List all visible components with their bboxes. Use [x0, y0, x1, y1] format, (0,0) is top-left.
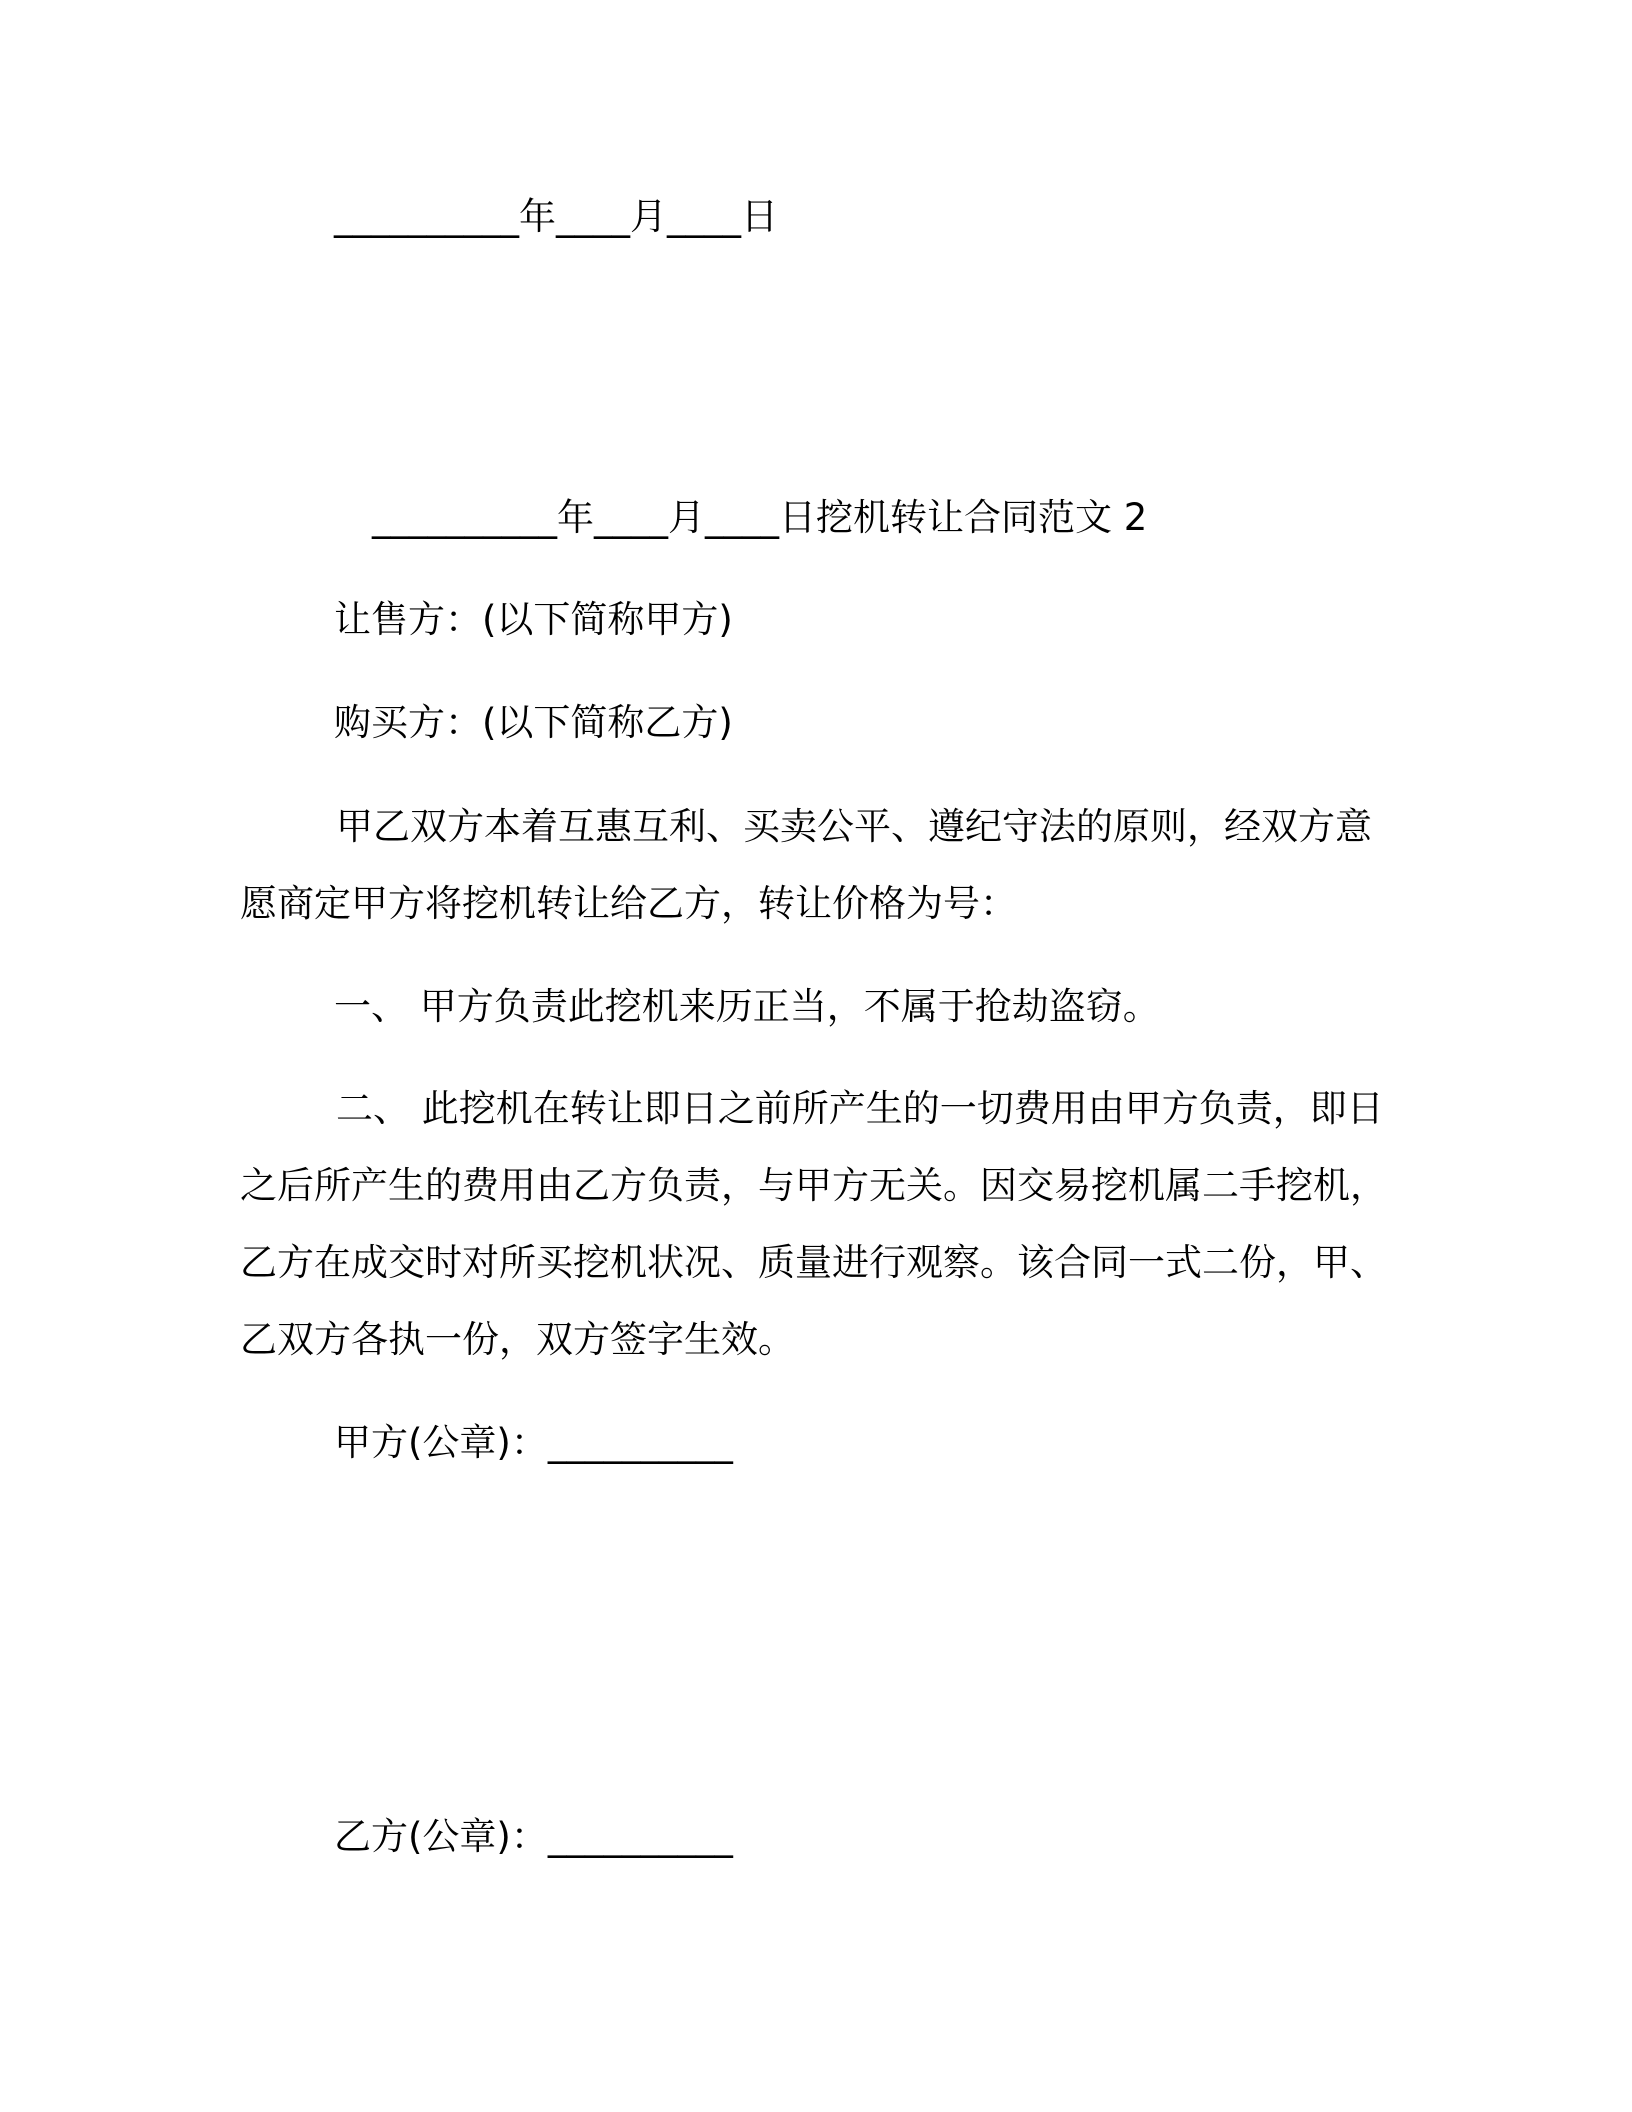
date-line: __________年____月____日: [334, 195, 778, 238]
party-b-seal: 乙方(公章)：__________: [334, 1815, 733, 1858]
intro-line: 甲乙双方本着互惠互利、买卖公平、遵纪守法的原则，经双方意: [336, 805, 1372, 848]
document-title: __________年____月____日挖机转让合同范文 2: [372, 496, 1148, 539]
seller-line: 让售方：(以下简称甲方): [334, 598, 733, 641]
intro-line: 愿商定甲方将挖机转让给乙方，转让价格为号：: [240, 882, 1017, 925]
clause-two-paragraph: [240, 1070, 1387, 1378]
clause-two-line: 乙双方各执一份，双方签字生效。: [240, 1318, 795, 1361]
clause-two-line: 二、 此挖机在转让即日之前所产生的一切费用由甲方负责，即日: [336, 1087, 1384, 1130]
buyer-line: 购买方：(以下简称乙方): [334, 701, 733, 744]
clause-two-line: 乙方在成交时对所买挖机状况、质量进行观察。该合同一式二份，甲、: [240, 1241, 1387, 1284]
intro-paragraph: [240, 788, 1380, 942]
clause-two-line: 之后所产生的费用由乙方负责，与甲方无关。因交易挖机属二手挖机，: [240, 1164, 1387, 1207]
party-a-seal: 甲方(公章)：__________: [334, 1421, 733, 1464]
clause-one: 一、 甲方负责此挖机来历正当，不属于抢劫盗窃。: [334, 985, 1160, 1028]
